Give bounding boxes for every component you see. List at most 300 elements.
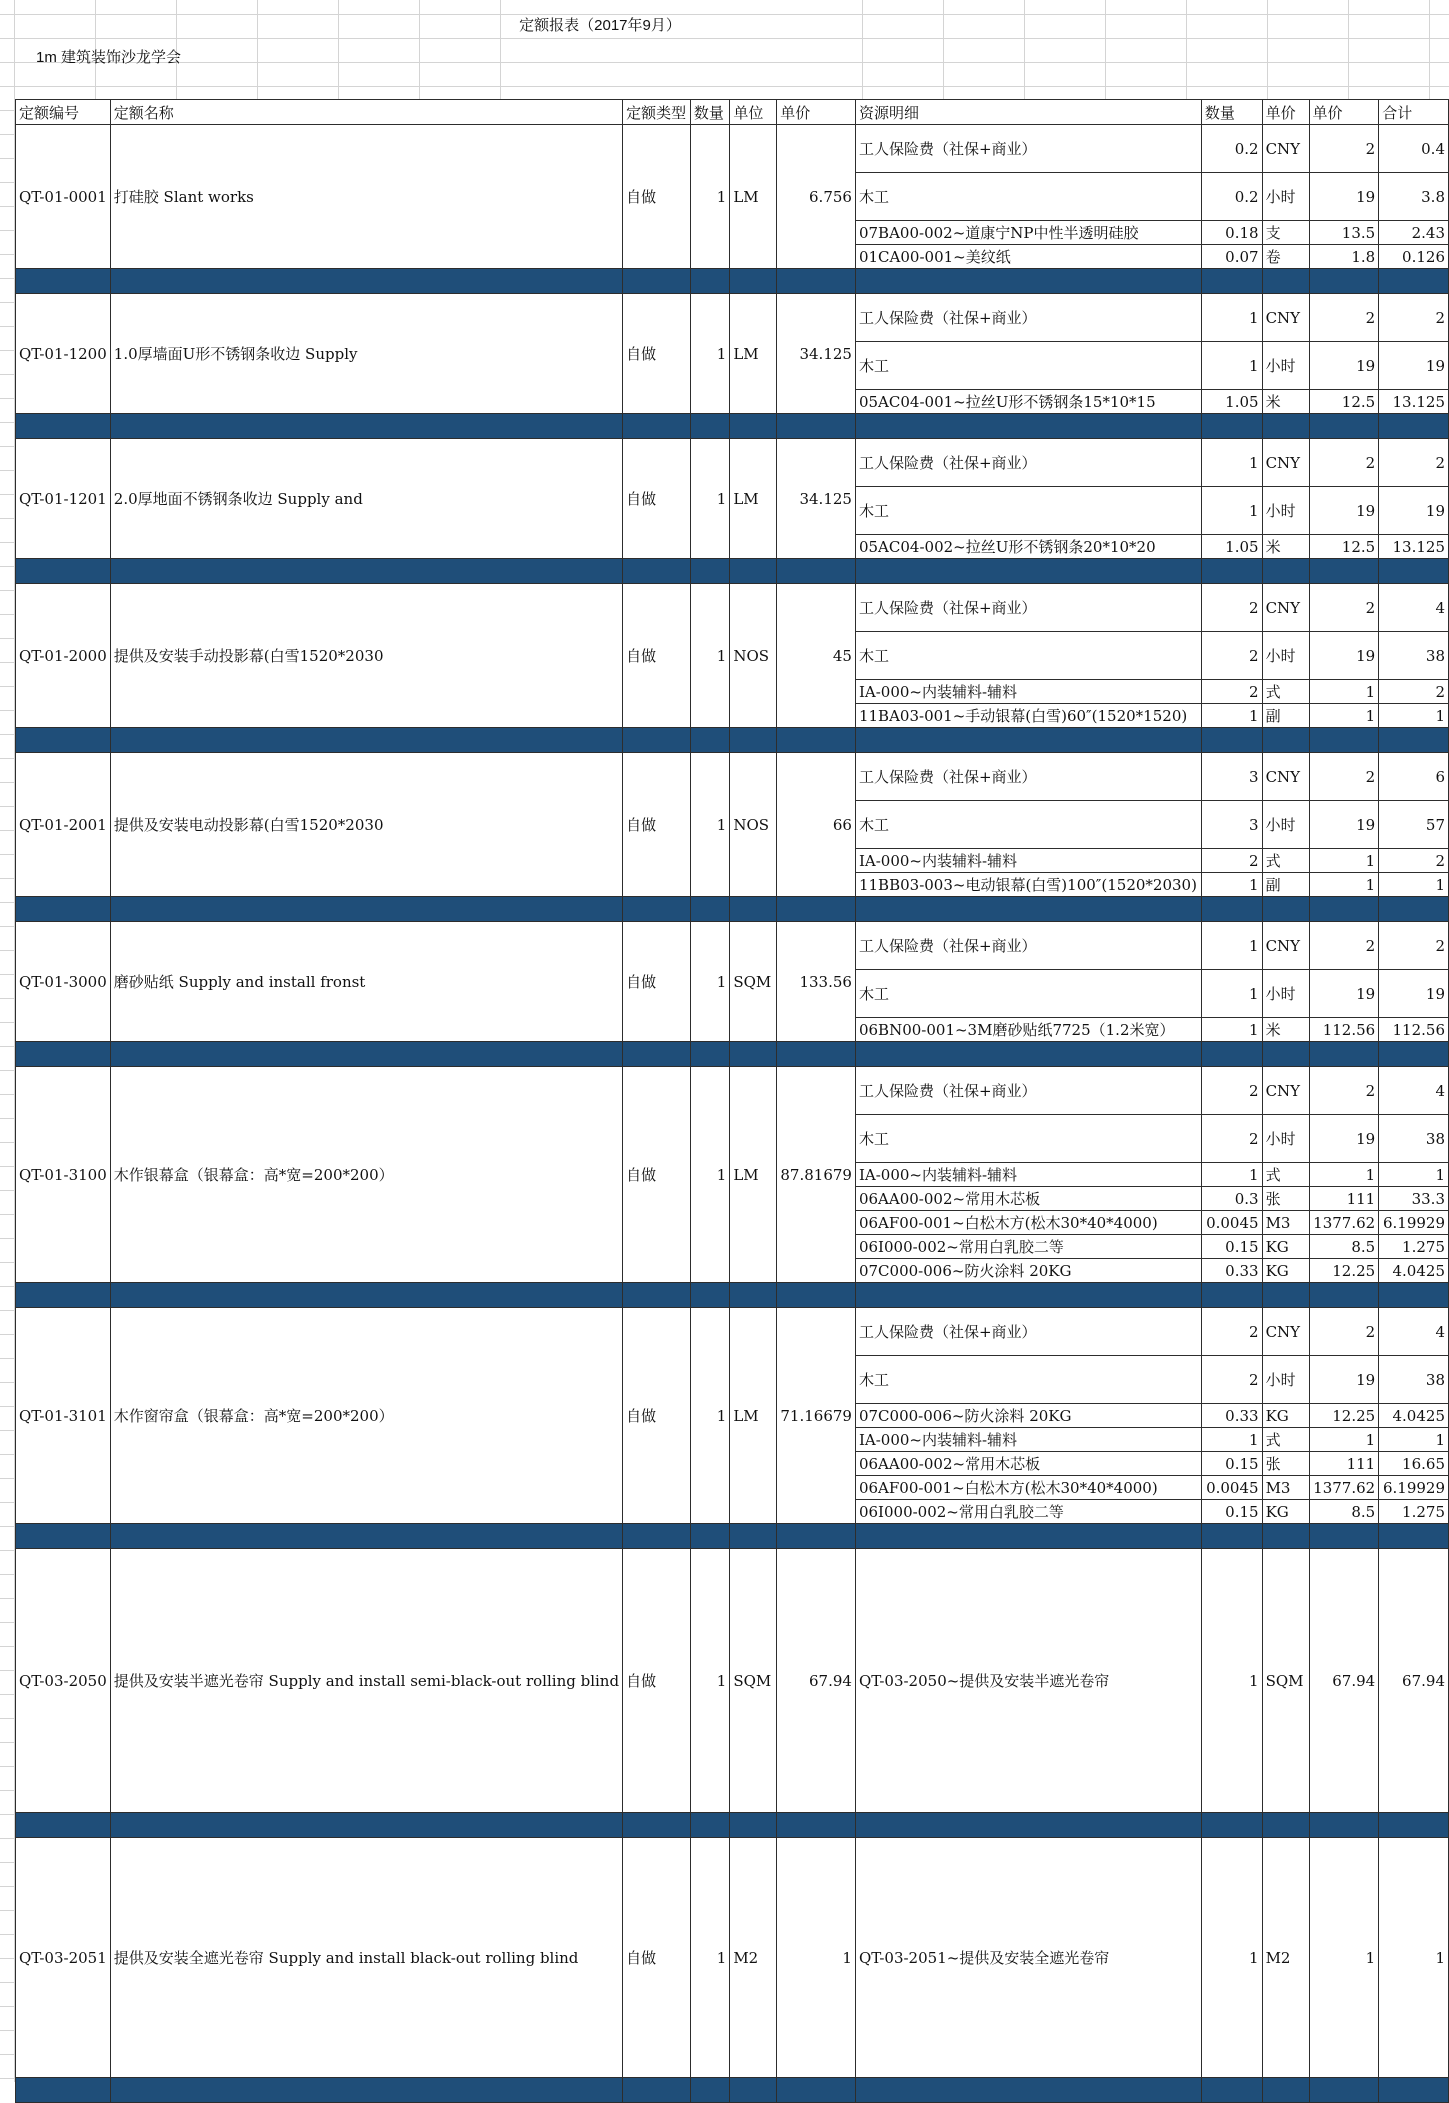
quota-type[interactable]: 自做 xyxy=(623,125,691,269)
resource-unit[interactable]: 米 xyxy=(1262,535,1309,559)
resource-price[interactable]: 19 xyxy=(1309,342,1379,390)
resource-price[interactable]: 2 xyxy=(1309,294,1379,342)
resource-total[interactable]: 112.56 xyxy=(1379,1018,1449,1042)
resource-price[interactable]: 1 xyxy=(1309,680,1379,704)
resource-qty[interactable]: 0.2 xyxy=(1201,173,1262,221)
quota-name[interactable]: 提供及安装半遮光卷帘 Supply and install semi-black-out rolling blind xyxy=(110,1549,622,1813)
quota-name[interactable]: 打硅胶 Slant works xyxy=(110,125,622,269)
resource-qty[interactable]: 0.15 xyxy=(1201,1500,1262,1524)
resource-price[interactable]: 8.5 xyxy=(1309,1235,1379,1259)
resource-name[interactable]: 工人保险费（社保+商业） xyxy=(855,1308,1201,1356)
quota-type[interactable]: 自做 xyxy=(623,1838,691,2078)
separator-cell xyxy=(623,2078,691,2103)
resource-qty[interactable]: 0.0045 xyxy=(1201,1476,1262,1500)
resource-total[interactable]: 4.0425 xyxy=(1379,1259,1449,1283)
resource-name[interactable]: 01CA00-001~美纹纸 xyxy=(855,245,1201,269)
resource-name[interactable]: 06AF00-001~白松木方(松木30*40*4000) xyxy=(855,1476,1201,1500)
separator-cell xyxy=(690,1283,729,1308)
resource-qty[interactable]: 2 xyxy=(1201,1356,1262,1404)
resource-price[interactable]: 2 xyxy=(1309,439,1379,487)
separator-cell xyxy=(16,728,111,753)
resource-qty[interactable]: 2 xyxy=(1201,849,1262,873)
quota-qty[interactable]: 1 xyxy=(690,922,729,1042)
resource-total[interactable]: 2 xyxy=(1379,849,1449,873)
separator-cell xyxy=(623,269,691,294)
resource-total[interactable]: 38 xyxy=(1379,1115,1449,1163)
resource-name[interactable]: 工人保险费（社保+商业） xyxy=(855,584,1201,632)
resource-total[interactable]: 6 xyxy=(1379,753,1449,801)
resource-unit[interactable]: CNY xyxy=(1262,922,1309,970)
quota-code[interactable]: QT-01-0001 xyxy=(16,125,111,269)
quota-type[interactable]: 自做 xyxy=(623,922,691,1042)
resource-name[interactable]: 07BA00-002~道康宁NP中性半透明硅胶 xyxy=(855,221,1201,245)
resource-unit[interactable]: CNY xyxy=(1262,584,1309,632)
resource-total[interactable]: 16.65 xyxy=(1379,1452,1449,1476)
resource-price[interactable]: 19 xyxy=(1309,632,1379,680)
resource-name[interactable]: IA-000~内装辅料-辅料 xyxy=(855,680,1201,704)
quota-qty[interactable]: 1 xyxy=(690,1549,729,1813)
quota-unit[interactable]: LM xyxy=(730,294,777,414)
resource-qty[interactable]: 1 xyxy=(1201,1838,1262,2078)
separator-cell xyxy=(1379,559,1449,584)
quota-type[interactable]: 自做 xyxy=(623,1308,691,1524)
separator-cell xyxy=(777,559,856,584)
resource-total[interactable]: 4 xyxy=(1379,1308,1449,1356)
resource-total[interactable]: 1 xyxy=(1379,873,1449,897)
separator-cell xyxy=(623,559,691,584)
resource-price[interactable]: 12.25 xyxy=(1309,1404,1379,1428)
separator-row xyxy=(16,414,1449,439)
resource-total[interactable]: 13.125 xyxy=(1379,390,1449,414)
quota-price[interactable]: 66 xyxy=(777,753,856,897)
resource-price[interactable]: 19 xyxy=(1309,1356,1379,1404)
separator-cell xyxy=(1379,1524,1449,1549)
resource-price[interactable]: 1377.62 xyxy=(1309,1476,1379,1500)
quota-name[interactable]: 1.0厚墙面U形不锈钢条收边 Supply xyxy=(110,294,622,414)
header-res-unit: 单价 xyxy=(1262,100,1309,125)
separator-cell xyxy=(1262,559,1309,584)
resource-qty[interactable]: 2 xyxy=(1201,1067,1262,1115)
resource-name[interactable]: 06AA00-002~常用木芯板 xyxy=(855,1452,1201,1476)
resource-unit[interactable]: KG xyxy=(1262,1259,1309,1283)
resource-unit[interactable]: SQM xyxy=(1262,1549,1309,1813)
quota-code[interactable]: QT-03-2050 xyxy=(16,1549,111,1813)
separator-cell xyxy=(690,1042,729,1067)
resource-unit[interactable]: CNY xyxy=(1262,439,1309,487)
resource-price[interactable]: 8.5 xyxy=(1309,1500,1379,1524)
separator-cell xyxy=(730,414,777,439)
resource-price[interactable]: 1 xyxy=(1309,704,1379,728)
resource-name[interactable]: 06I000-002~常用白乳胶二等 xyxy=(855,1235,1201,1259)
resource-total[interactable]: 57 xyxy=(1379,801,1449,849)
header-name: 定额名称 xyxy=(110,100,622,125)
separator-cell xyxy=(1262,1524,1309,1549)
separator-cell xyxy=(16,2078,111,2103)
resource-name[interactable]: 木工 xyxy=(855,801,1201,849)
resource-unit[interactable]: 副 xyxy=(1262,704,1309,728)
resource-price[interactable]: 1 xyxy=(1309,1838,1379,2078)
separator-cell xyxy=(1201,1283,1262,1308)
quota-type[interactable]: 自做 xyxy=(623,1067,691,1283)
resource-unit[interactable]: 张 xyxy=(1262,1187,1309,1211)
quota-qty[interactable]: 1 xyxy=(690,1067,729,1283)
resource-qty[interactable]: 0.33 xyxy=(1201,1404,1262,1428)
resource-unit[interactable]: CNY xyxy=(1262,125,1309,173)
resource-qty[interactable]: 0.07 xyxy=(1201,245,1262,269)
resource-price[interactable]: 1 xyxy=(1309,849,1379,873)
resource-unit[interactable]: 副 xyxy=(1262,873,1309,897)
quota-code[interactable]: QT-03-2051 xyxy=(16,1838,111,2078)
resource-total[interactable]: 1 xyxy=(1379,1163,1449,1187)
resource-name[interactable]: 工人保险费（社保+商业） xyxy=(855,922,1201,970)
resource-name[interactable]: 05AC04-001~拉丝U形不锈钢条15*10*15 xyxy=(855,390,1201,414)
resource-price[interactable]: 19 xyxy=(1309,801,1379,849)
resource-name[interactable]: 06AA00-002~常用木芯板 xyxy=(855,1187,1201,1211)
resource-price[interactable]: 1 xyxy=(1309,873,1379,897)
separator-cell xyxy=(777,1524,856,1549)
quota-unit[interactable]: NOS xyxy=(730,584,777,728)
separator-cell xyxy=(110,1042,622,1067)
separator-cell xyxy=(623,728,691,753)
resource-name[interactable]: 06AF00-001~白松木方(松木30*40*4000) xyxy=(855,1211,1201,1235)
resource-unit[interactable]: 式 xyxy=(1262,680,1309,704)
grid-row-line xyxy=(0,62,1449,63)
resource-name[interactable]: 06I000-002~常用白乳胶二等 xyxy=(855,1500,1201,1524)
separator-cell xyxy=(855,897,1201,922)
resource-total[interactable]: 6.19929 xyxy=(1379,1211,1449,1235)
resource-price[interactable]: 2 xyxy=(1309,584,1379,632)
resource-price[interactable]: 19 xyxy=(1309,487,1379,535)
resource-price[interactable]: 19 xyxy=(1309,1115,1379,1163)
resource-unit[interactable]: CNY xyxy=(1262,753,1309,801)
resource-qty[interactable]: 1 xyxy=(1201,1549,1262,1813)
resource-price[interactable]: 13.5 xyxy=(1309,221,1379,245)
resource-unit[interactable]: KG xyxy=(1262,1500,1309,1524)
quota-name[interactable]: 磨砂贴纸 Supply and install fronst xyxy=(110,922,622,1042)
resource-total[interactable]: 2 xyxy=(1379,922,1449,970)
quota-unit[interactable]: M2 xyxy=(730,1838,777,2078)
quota-price[interactable]: 133.56 xyxy=(777,922,856,1042)
quota-qty[interactable]: 1 xyxy=(690,584,729,728)
quota-qty[interactable]: 1 xyxy=(690,753,729,897)
resource-name[interactable]: 07C000-006~防火涂料 20KG xyxy=(855,1259,1201,1283)
separator-cell xyxy=(110,269,622,294)
resource-total[interactable]: 4.0425 xyxy=(1379,1404,1449,1428)
resource-unit[interactable]: 卷 xyxy=(1262,245,1309,269)
resource-qty[interactable]: 1 xyxy=(1201,342,1262,390)
quota-name[interactable]: 2.0厚地面不锈钢条收边 Supply and xyxy=(110,439,622,559)
quota-unit[interactable]: SQM xyxy=(730,922,777,1042)
resource-total[interactable]: 38 xyxy=(1379,1356,1449,1404)
separator-cell xyxy=(110,2078,622,2103)
resource-name[interactable]: 木工 xyxy=(855,970,1201,1018)
separator-cell xyxy=(855,1042,1201,1067)
resource-name[interactable]: 木工 xyxy=(855,1356,1201,1404)
quota-qty[interactable]: 1 xyxy=(690,125,729,269)
quota-unit[interactable]: LM xyxy=(730,125,777,269)
resource-total[interactable]: 19 xyxy=(1379,342,1449,390)
quota-code[interactable]: QT-01-1201 xyxy=(16,439,111,559)
separator-cell xyxy=(1262,1813,1309,1838)
resource-qty[interactable]: 2 xyxy=(1201,1308,1262,1356)
separator-cell xyxy=(1201,897,1262,922)
resource-name[interactable]: 11BA03-001~手动银幕(白雪)60″(1520*1520) xyxy=(855,704,1201,728)
quota-unit[interactable]: SQM xyxy=(730,1549,777,1813)
resource-price[interactable]: 1 xyxy=(1309,1428,1379,1452)
separator-cell xyxy=(730,1813,777,1838)
resource-name[interactable]: 工人保险费（社保+商业） xyxy=(855,753,1201,801)
resource-unit[interactable]: KG xyxy=(1262,1235,1309,1259)
resource-name[interactable]: 工人保险费（社保+商业） xyxy=(855,439,1201,487)
quota-unit[interactable]: NOS xyxy=(730,753,777,897)
resource-unit[interactable]: CNY xyxy=(1262,1308,1309,1356)
separator-cell xyxy=(16,1042,111,1067)
resource-qty[interactable]: 0.2 xyxy=(1201,125,1262,173)
resource-qty[interactable]: 1 xyxy=(1201,704,1262,728)
quota-price[interactable]: 6.756 xyxy=(777,125,856,269)
resource-name[interactable]: 11BB03-003~电动银幕(白雪)100″(1520*2030) xyxy=(855,873,1201,897)
separator-cell xyxy=(1201,1042,1262,1067)
resource-name[interactable]: 木工 xyxy=(855,632,1201,680)
resource-unit[interactable]: 小时 xyxy=(1262,487,1309,535)
resource-price[interactable]: 111 xyxy=(1309,1187,1379,1211)
quota-type[interactable]: 自做 xyxy=(623,294,691,414)
resource-qty[interactable]: 1 xyxy=(1201,439,1262,487)
resource-unit[interactable]: 小时 xyxy=(1262,801,1309,849)
resource-price[interactable]: 2 xyxy=(1309,125,1379,173)
resource-unit[interactable]: CNY xyxy=(1262,294,1309,342)
quota-qty[interactable]: 1 xyxy=(690,1308,729,1524)
separator-cell xyxy=(730,897,777,922)
table-row xyxy=(16,753,1449,801)
quota-type[interactable]: 自做 xyxy=(623,753,691,897)
separator-cell xyxy=(777,414,856,439)
resource-total[interactable]: 67.94 xyxy=(1379,1549,1449,1813)
separator-cell xyxy=(730,1283,777,1308)
resource-unit[interactable]: 米 xyxy=(1262,1018,1309,1042)
quota-price[interactable]: 45 xyxy=(777,584,856,728)
separator-row xyxy=(16,1042,1449,1067)
quota-price[interactable]: 67.94 xyxy=(777,1549,856,1813)
resource-unit[interactable]: 小时 xyxy=(1262,1356,1309,1404)
resource-name[interactable]: 工人保险费（社保+商业） xyxy=(855,294,1201,342)
resource-price[interactable]: 1.8 xyxy=(1309,245,1379,269)
resource-total[interactable]: 38 xyxy=(1379,632,1449,680)
resource-unit[interactable]: 小时 xyxy=(1262,632,1309,680)
quota-name[interactable]: 提供及安装全遮光卷帘 Supply and install black-out rolling blind xyxy=(110,1838,622,2078)
quota-code[interactable]: QT-01-2000 xyxy=(16,584,111,728)
quota-qty[interactable]: 1 xyxy=(690,439,729,559)
separator-cell xyxy=(777,1813,856,1838)
resource-name[interactable]: IA-000~内装辅料-辅料 xyxy=(855,1428,1201,1452)
resource-unit[interactable]: 小时 xyxy=(1262,1115,1309,1163)
resource-total[interactable]: 19 xyxy=(1379,970,1449,1018)
separator-cell xyxy=(1262,728,1309,753)
resource-qty[interactable]: 0.0045 xyxy=(1201,1211,1262,1235)
resource-price[interactable]: 1 xyxy=(1309,1163,1379,1187)
resource-qty[interactable]: 2 xyxy=(1201,1115,1262,1163)
report-title: 定额报表（2017年9月） xyxy=(519,17,681,34)
separator-cell xyxy=(730,269,777,294)
quota-code[interactable]: QT-01-3000 xyxy=(16,922,111,1042)
resource-name[interactable]: 05AC04-002~拉丝U形不锈钢条20*10*20 xyxy=(855,535,1201,559)
resource-qty[interactable]: 0.15 xyxy=(1201,1235,1262,1259)
resource-unit[interactable]: M3 xyxy=(1262,1476,1309,1500)
resource-total[interactable]: 1.275 xyxy=(1379,1500,1449,1524)
resource-unit[interactable]: 小时 xyxy=(1262,342,1309,390)
separator-cell xyxy=(1379,1042,1449,1067)
quota-unit[interactable]: LM xyxy=(730,439,777,559)
resource-unit[interactable]: CNY xyxy=(1262,1067,1309,1115)
quota-qty[interactable]: 1 xyxy=(690,1838,729,2078)
resource-name[interactable]: QT-03-2050~提供及安装半遮光卷帘 xyxy=(855,1549,1201,1813)
resource-total[interactable]: 33.3 xyxy=(1379,1187,1449,1211)
resource-qty[interactable]: 2 xyxy=(1201,680,1262,704)
separator-cell xyxy=(1379,1813,1449,1838)
separator-cell xyxy=(16,269,111,294)
separator-cell xyxy=(1201,559,1262,584)
resource-qty[interactable]: 1.05 xyxy=(1201,390,1262,414)
resource-unit[interactable]: 支 xyxy=(1262,221,1309,245)
quota-unit[interactable]: LM xyxy=(730,1067,777,1283)
quota-code[interactable]: QT-01-3101 xyxy=(16,1308,111,1524)
quota-price[interactable]: 87.81679 xyxy=(777,1067,856,1283)
resource-qty[interactable]: 0.33 xyxy=(1201,1259,1262,1283)
resource-qty[interactable]: 1.05 xyxy=(1201,535,1262,559)
resource-name[interactable]: 工人保险费（社保+商业） xyxy=(855,125,1201,173)
resource-price[interactable]: 2 xyxy=(1309,1067,1379,1115)
resource-qty[interactable]: 1 xyxy=(1201,1018,1262,1042)
resource-total[interactable]: 13.125 xyxy=(1379,535,1449,559)
resource-qty[interactable]: 1 xyxy=(1201,1163,1262,1187)
resource-price[interactable]: 1377.62 xyxy=(1309,1211,1379,1235)
resource-total[interactable]: 4 xyxy=(1379,1067,1449,1115)
resource-price[interactable]: 67.94 xyxy=(1309,1549,1379,1813)
resource-price[interactable]: 2 xyxy=(1309,753,1379,801)
resource-price[interactable]: 19 xyxy=(1309,970,1379,1018)
resource-price[interactable]: 2 xyxy=(1309,1308,1379,1356)
resource-name[interactable]: IA-000~内装辅料-辅料 xyxy=(855,849,1201,873)
resource-price[interactable]: 2 xyxy=(1309,922,1379,970)
resource-total[interactable]: 0.126 xyxy=(1379,245,1449,269)
separator-row xyxy=(16,897,1449,922)
resource-total[interactable]: 0.4 xyxy=(1379,125,1449,173)
resource-qty[interactable]: 3 xyxy=(1201,801,1262,849)
resource-total[interactable]: 1.275 xyxy=(1379,1235,1449,1259)
quota-type[interactable]: 自做 xyxy=(623,584,691,728)
quota-code[interactable]: QT-01-3100 xyxy=(16,1067,111,1283)
resource-total[interactable]: 1 xyxy=(1379,704,1449,728)
resource-name[interactable]: 木工 xyxy=(855,1115,1201,1163)
resource-qty[interactable]: 0.18 xyxy=(1201,221,1262,245)
resource-price[interactable]: 112.56 xyxy=(1309,1018,1379,1042)
separator-cell xyxy=(1201,728,1262,753)
quota-name[interactable]: 提供及安装手动投影幕(白雪1520*2030 xyxy=(110,584,622,728)
header-res-qty: 数量 xyxy=(1201,100,1262,125)
resource-name[interactable]: 07C000-006~防火涂料 20KG xyxy=(855,1404,1201,1428)
quota-code[interactable]: QT-01-1200 xyxy=(16,294,111,414)
resource-name[interactable]: 木工 xyxy=(855,173,1201,221)
resource-qty[interactable]: 3 xyxy=(1201,753,1262,801)
quota-price[interactable]: 34.125 xyxy=(777,439,856,559)
separator-cell xyxy=(110,1813,622,1838)
quota-name[interactable]: 提供及安装电动投影幕(白雪1520*2030 xyxy=(110,753,622,897)
resource-unit[interactable]: M2 xyxy=(1262,1838,1309,2078)
resource-unit[interactable]: 式 xyxy=(1262,849,1309,873)
resource-total[interactable]: 6.19929 xyxy=(1379,1476,1449,1500)
resource-total[interactable]: 19 xyxy=(1379,487,1449,535)
resource-price[interactable]: 12.5 xyxy=(1309,535,1379,559)
resource-name[interactable]: 工人保险费（社保+商业） xyxy=(855,1067,1201,1115)
quota-price[interactable]: 1 xyxy=(777,1838,856,2078)
separator-cell xyxy=(1262,897,1309,922)
resource-total[interactable]: 2 xyxy=(1379,294,1449,342)
resource-name[interactable]: IA-000~内装辅料-辅料 xyxy=(855,1163,1201,1187)
quota-unit[interactable]: LM xyxy=(730,1308,777,1524)
resource-qty[interactable]: 2 xyxy=(1201,584,1262,632)
resource-unit[interactable]: 小时 xyxy=(1262,970,1309,1018)
resource-qty[interactable]: 2 xyxy=(1201,632,1262,680)
resource-unit[interactable]: 式 xyxy=(1262,1163,1309,1187)
resource-name[interactable]: 木工 xyxy=(855,487,1201,535)
resource-total[interactable]: 4 xyxy=(1379,584,1449,632)
quota-price[interactable]: 34.125 xyxy=(777,294,856,414)
resource-qty[interactable]: 1 xyxy=(1201,922,1262,970)
resource-total[interactable]: 2 xyxy=(1379,439,1449,487)
resource-unit[interactable]: KG xyxy=(1262,1404,1309,1428)
resource-qty[interactable]: 1 xyxy=(1201,873,1262,897)
resource-total[interactable]: 1 xyxy=(1379,1428,1449,1452)
resource-unit[interactable]: 米 xyxy=(1262,390,1309,414)
resource-name[interactable]: QT-03-2051~提供及安装全遮光卷帘 xyxy=(855,1838,1201,2078)
resource-qty[interactable]: 0.3 xyxy=(1201,1187,1262,1211)
resource-unit[interactable]: M3 xyxy=(1262,1211,1309,1235)
separator-cell xyxy=(690,1524,729,1549)
resource-qty[interactable]: 1 xyxy=(1201,970,1262,1018)
resource-name[interactable]: 木工 xyxy=(855,342,1201,390)
quota-code[interactable]: QT-01-2001 xyxy=(16,753,111,897)
resource-unit[interactable]: 张 xyxy=(1262,1452,1309,1476)
table-row xyxy=(16,439,1449,487)
separator-row xyxy=(16,728,1449,753)
resource-total[interactable]: 2 xyxy=(1379,680,1449,704)
resource-qty[interactable]: 1 xyxy=(1201,487,1262,535)
resource-qty[interactable]: 1 xyxy=(1201,1428,1262,1452)
header-res-price: 单价 xyxy=(1309,100,1379,125)
quota-price[interactable]: 71.16679 xyxy=(777,1308,856,1524)
resource-total[interactable]: 3.8 xyxy=(1379,173,1449,221)
quota-type[interactable]: 自做 xyxy=(623,439,691,559)
resource-unit[interactable]: 式 xyxy=(1262,1428,1309,1452)
resource-name[interactable]: 06BN00-001~3M磨砂贴纸7725（1.2米宽） xyxy=(855,1018,1201,1042)
resource-price[interactable]: 19 xyxy=(1309,173,1379,221)
resource-price[interactable]: 12.5 xyxy=(1309,390,1379,414)
resource-qty[interactable]: 0.15 xyxy=(1201,1452,1262,1476)
separator-cell xyxy=(1201,1813,1262,1838)
resource-qty[interactable]: 1 xyxy=(1201,294,1262,342)
quota-name[interactable]: 木作银幕盒（银幕盒：高*宽=200*200） xyxy=(110,1067,622,1283)
separator-cell xyxy=(855,414,1201,439)
quota-name[interactable]: 木作窗帘盒（银幕盒：高*宽=200*200） xyxy=(110,1308,622,1524)
separator-row xyxy=(16,2078,1449,2103)
quota-type[interactable]: 自做 xyxy=(623,1549,691,1813)
resource-price[interactable]: 12.25 xyxy=(1309,1259,1379,1283)
resource-unit[interactable]: 小时 xyxy=(1262,173,1309,221)
resource-price[interactable]: 111 xyxy=(1309,1452,1379,1476)
resource-total[interactable]: 2.43 xyxy=(1379,221,1449,245)
resource-total[interactable]: 1 xyxy=(1379,1838,1449,2078)
quota-qty[interactable]: 1 xyxy=(690,294,729,414)
